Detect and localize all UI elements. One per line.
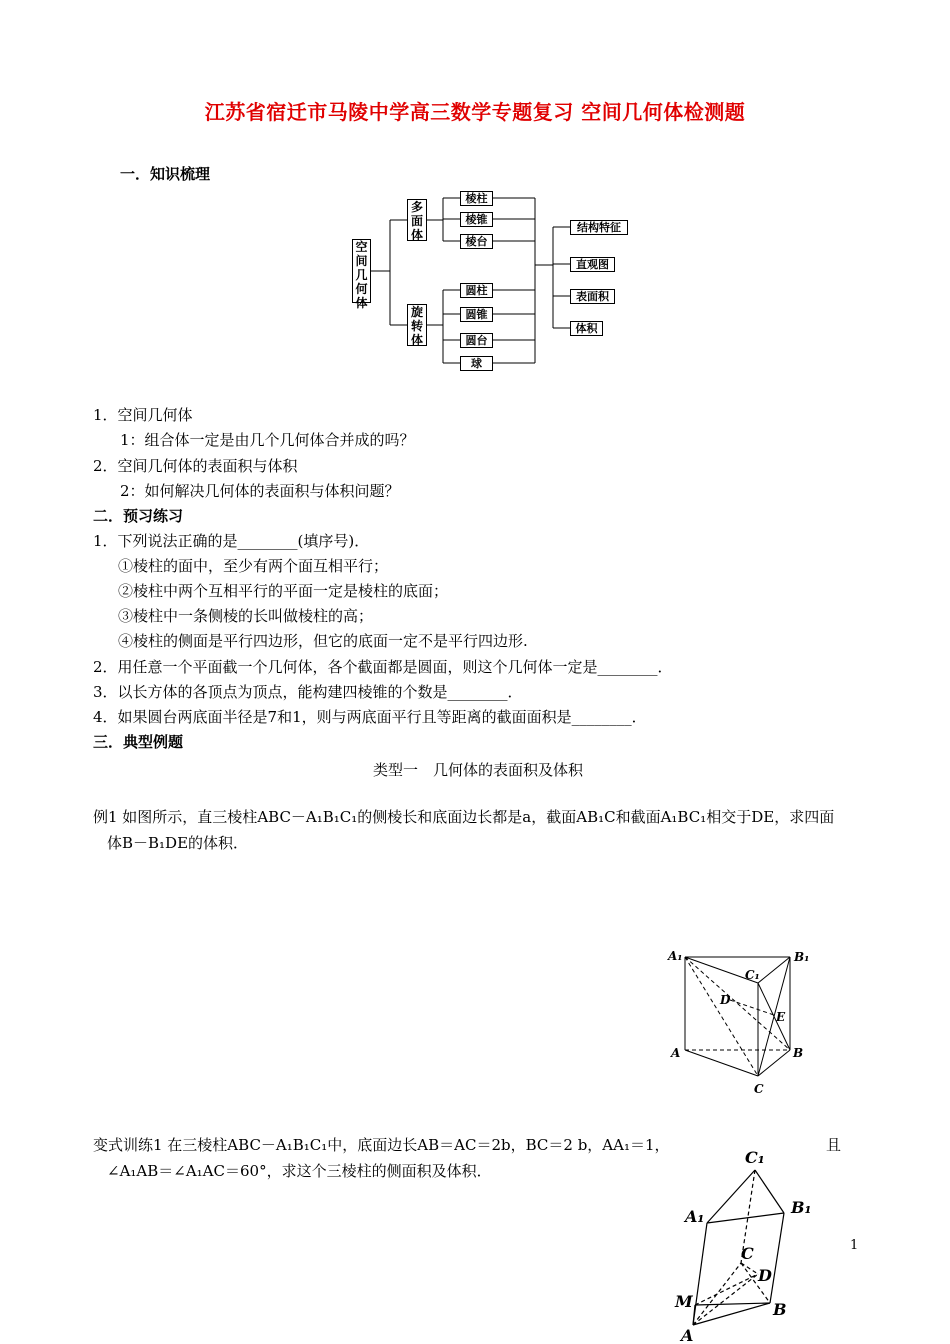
section-heading-3: 三．典型例题 [93,733,184,751]
vertex-label: B₁ [791,1198,812,1217]
vertex-label: C [741,1244,754,1263]
variant-line: 变式训练1 在三棱柱ABC－A₁B₁C₁中，底面边长AB＝AC＝2b，BC＝2 b，AA₁＝1， [93,1136,670,1154]
option-line: ③棱柱中一条侧棱的长叫做棱柱的高； [118,607,374,625]
subheading: 类型一 几何体的表面积及体积 [373,761,584,779]
vertex-label: B₁ [794,950,810,964]
node-structure-features: 结构特征 [570,220,628,235]
variant-line: ∠A₁AB＝∠A₁AC＝60°，求这个三棱柱的侧面积及体积． [107,1162,492,1180]
node-char: 体 [410,228,423,242]
node-frustum: 棱台 [460,234,493,249]
node-solid-of-revolution [407,304,427,346]
exercise-line: 4．如果圆台两底面半径是7和1，则与两底面平行且等距离的截面面积是________． [93,708,647,726]
node-char: 空 [355,240,368,254]
section-heading-1: 一．知识梳理 [120,165,211,183]
exercise-line: 3．以长方体的各顶点为顶点，能构建四棱锥的个数是________． [93,683,523,701]
vertex-label: D [720,993,731,1007]
page-title: 江苏省宿迁市马陵中学高三数学专题复习 空间几何体检测题 [204,100,746,124]
node-polyhedron [407,199,427,241]
node-char: 间 [355,254,368,268]
text-line: 2．空间几何体的表面积与体积 [93,457,298,475]
vertex-label: A₁ [668,949,683,963]
node-char: 多 [410,200,423,214]
prism-figure-2 [672,1145,817,1344]
vertex-label: M [675,1292,693,1311]
node-cylinder: 圆柱 [460,283,493,298]
node-char: 体 [355,296,368,310]
option-line: ④棱柱的侧面是平行四边形，但它的底面一定不是平行四边形. [118,632,528,650]
node-cone: 圆锥 [460,307,493,322]
example-line: 例1 如图所示，直三棱柱ABC－A₁B₁C₁的侧棱长和底面边长都是a，截面AB₁C和截面A₁BC₁相交于DE，求四面 [93,808,835,826]
vertex-label: B [793,1046,804,1060]
vertex-label: D [758,1266,772,1285]
node-prism: 棱柱 [460,191,493,206]
option-line: ②棱柱中两个互相平行的平面一定是棱柱的底面； [118,582,449,600]
node-surface-area: 表面积 [570,289,615,304]
variant-line-end: 且 [826,1136,842,1154]
vertex-label: B [773,1300,787,1319]
diagram-connectors [0,0,950,380]
node-char: 旋 [410,305,423,319]
exercise-line: 1．下列说法正确的是________(填序号)． [93,532,370,550]
text-line: 1．空间几何体 [93,406,193,424]
node-char: 体 [410,333,423,347]
vertex-label: E [776,1010,786,1024]
vertex-label: A [671,1046,681,1060]
node-sphere: 球 [460,356,493,371]
vertex-label: C₁ [745,1148,765,1167]
node-truncated-cone: 圆台 [460,333,493,348]
example-line: 体B－B₁DE的体积． [107,834,249,852]
vertex-label: A [681,1326,694,1344]
node-volume: 体积 [570,321,603,336]
prism-figure-1 [660,945,830,1100]
text-line: 1：组合体一定是由几个几何体合并成的吗？ [120,431,415,449]
node-pyramid: 棱锥 [460,212,493,227]
page-number: 1 [850,1238,859,1253]
node-char: 面 [410,214,423,228]
knowledge-diagram [0,0,950,380]
vertex-label: A₁ [685,1207,705,1226]
option-line: ①棱柱的面中，至少有两个面互相平行； [118,557,389,575]
node-char: 转 [410,319,423,333]
exercise-line: 2．用任意一个平面截一个几何体，各个截面都是圆面，则这个几何体一定是________． [93,658,673,676]
text-line: 2：如何解决几何体的表面积与体积问题？ [120,482,400,500]
section-heading-2: 二．预习练习 [93,507,184,525]
node-char: 何 [355,282,368,296]
node-char: 几 [355,268,368,282]
vertex-label: C [754,1082,764,1096]
node-space-geometry [352,239,371,310]
node-intuitive-drawing: 直观图 [570,257,615,272]
vertex-label: C₁ [745,968,760,982]
